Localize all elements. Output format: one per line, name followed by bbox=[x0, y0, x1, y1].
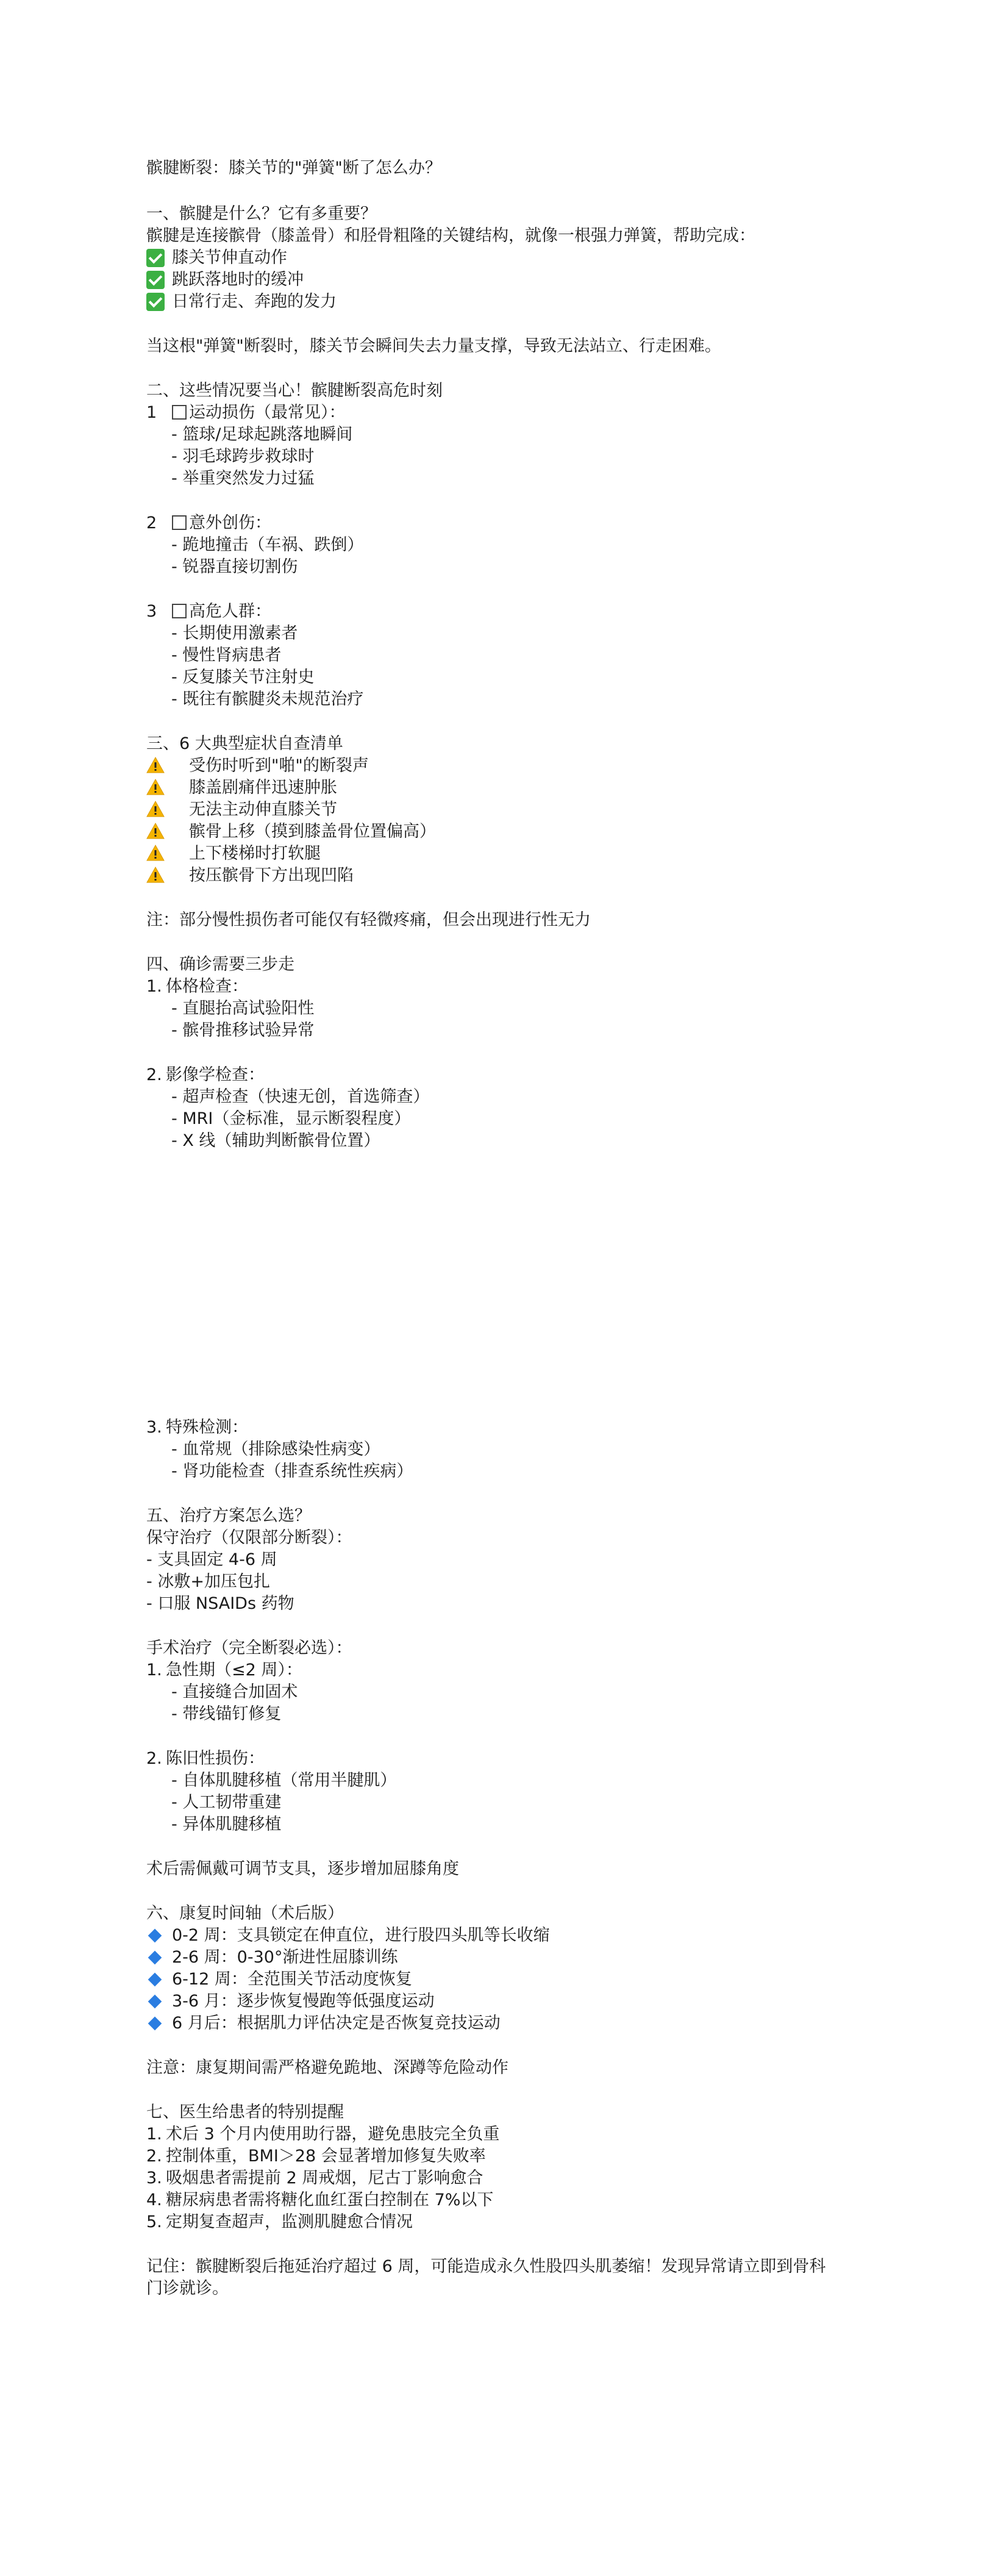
list-item: - MRI（金标准，显示断裂程度） bbox=[171, 1109, 411, 1128]
blue-diamond-icon bbox=[148, 1951, 162, 1965]
list-item: - 异体肌腱移植 bbox=[171, 1815, 282, 1834]
section-6-note: 注意：康复期间需严格避免跪地、深蹲等危险动作 bbox=[146, 2058, 508, 2077]
list-item: - 既往有髌腱炎未规范治疗 bbox=[171, 690, 364, 709]
blue-diamond-icon bbox=[148, 1995, 162, 2009]
section-1-note: 当这根"弹簧"断裂时，膝关节会瞬间失去力量支撑，导致无法站立、行走困难。 bbox=[146, 337, 721, 356]
section-6-heading: 六、康复时间轴（术后版） bbox=[146, 1904, 344, 1923]
blue-diamond-icon bbox=[148, 1973, 162, 1987]
blue-diamond-icon bbox=[148, 2017, 162, 2031]
section-1-intro: 髌腱是连接髌骨（膝盖骨）和胫骨粗隆的关键结构，就像一根强力弹簧，帮助完成： bbox=[146, 226, 755, 245]
section-3-note: 注：部分慢性损伤者可能仅有轻微疼痛，但会出现进行性无力 bbox=[146, 911, 591, 929]
conservative-title: 保守治疗（仅限部分断裂）： bbox=[146, 1528, 352, 1547]
list-item: - 血常规（排除感染性病变） bbox=[171, 1440, 380, 1459]
list-item: - 超声检查（快速无创，首选筛查） bbox=[171, 1087, 430, 1106]
list-item: - 长期使用激素者 bbox=[171, 624, 298, 643]
warning-icon bbox=[146, 800, 165, 818]
list-item: - 羽毛球跨步救球时 bbox=[171, 447, 315, 466]
list-item: - 人工韧带重建 bbox=[171, 1793, 282, 1812]
warning-icon bbox=[146, 866, 165, 884]
section-1-heading: 一、髌腱是什么？它有多重要？ bbox=[146, 204, 377, 223]
blue-diamond-icon bbox=[148, 1929, 162, 1943]
list-item: - 冰敷+加压包扎 bbox=[146, 1572, 270, 1591]
checkbox-icon bbox=[172, 405, 187, 420]
section-3-heading: 三、6 大典型症状自查清单 bbox=[146, 734, 343, 753]
document-title: 髌腱断裂：膝关节的"弹簧"断了怎么办？ bbox=[146, 159, 441, 177]
section-2-heading: 二、这些情况要当心！髌腱断裂高危时刻 bbox=[146, 381, 443, 400]
list-item: - 跪地撞击（车祸、跌倒） bbox=[171, 535, 364, 554]
final-reminder-line-1: 记住：髌腱断裂后拖延治疗超过 6 周，可能造成永久性股四头肌萎缩！发现异常请立即到骨科 bbox=[146, 2257, 826, 2276]
surgery-title: 手术治疗（完全断裂必选）： bbox=[146, 1639, 352, 1658]
final-reminder-line-2: 门诊就诊。 bbox=[146, 2279, 229, 2298]
list-item: - 直腿抬高试验阳性 bbox=[171, 999, 315, 1018]
warning-icon bbox=[146, 822, 165, 840]
list-item: - X 线（辅助判断髌骨位置） bbox=[171, 1131, 380, 1150]
list-item: - 髌骨推移试验异常 bbox=[171, 1021, 315, 1040]
list-item: - 直接缝合加固术 bbox=[171, 1683, 298, 1701]
check-mark-icon bbox=[146, 271, 165, 289]
list-item: - 支具固定 4-6 周 bbox=[146, 1550, 277, 1569]
list-item: - 举重突然发力过猛 bbox=[171, 469, 315, 488]
section-5-heading: 五、治疗方案怎么选？ bbox=[146, 1506, 311, 1525]
checkbox-icon bbox=[172, 515, 187, 530]
list-item: - 篮球/足球起跳落地瞬间 bbox=[171, 425, 353, 444]
warning-icon bbox=[146, 844, 165, 862]
check-mark-icon bbox=[146, 293, 165, 311]
document-page: 髌腱断裂：膝关节的"弹簧"断了怎么办？ 一、髌腱是什么？它有多重要？ 髌腱是连接髌骨（膝盖骨）和胫骨粗隆的关键结构，就像一根强力弹簧，帮助完成： 膝关节伸直动作 跳跃落地时的缓冲 日常行走、奔跑的发力 当这根"弹簧"断裂时，膝关节会瞬间失去力量支撑，导致无法站立、行走困难。 二、这些情况要当心！髌腱断裂高危时刻 1 运动损伤（最常见）： - 篮球/足球起跳落地瞬间 - 羽毛球跨步救球时 - 举重突然发力过猛 2 意外创伤： - 跪地撞击（车祸、跌倒） - 锐器直接切割伤 3 高危人群： - 长期使用激素者 - 慢性肾病患者 - 反复膝关节注射史 - 既往有髌腱炎未规范治疗 三、6 大典型症状自查清单 受伤时听到"啪"的断裂声 膝盖剧痛伴迅速肿胀 无法主动伸直膝关节 髌骨上移（摸到膝盖骨位置偏高） 上下楼梯时打软腿 按压髌骨下方出现凹陷 注：部分慢性损伤者可能仅有轻微疼痛，但会出现进行性无力 四、确诊需要三步走 1. 体格检查： - 直腿抬高试验阳性 - 髌骨推移试验异常 2. 影像学检查： - 超声检查（快速无创，首选筛查） - MRI（金标准，显示断裂程度） - X 线（辅助判断髌骨位置） 3. 特殊检测： - 血常规（排除感染性病变） - 肾功能检查（排查系统性疾病） 五、治疗方案怎么选？ 保守治疗（仅限部分断裂）： - 支具固定 4-6 周 - 冰敷+加压包扎 - 口服 NSAIDs 药物 手术治疗（完全断裂必选）： 1. 急性期（≤2 周）： - 直接缝合加固术 - 带线锚钉修复 2. 陈旧性损伤： - 自体肌腱移植（常用半腱肌） - 人工韧带重建 - 异体肌腱移植 术后需佩戴可调节支具，逐步增加屈膝角度 六、康复时间轴（术后版） 0-2 周：支具锁定在伸直位，进行股四头肌等长收缩 2-6 周：0-30°渐进性屈膝训练 6-12 周：全范围关节活动度恢复 3-6 月：逐步恢复慢跑等低强度运动 6 月后：根据肌力评估决定是否恢复竞技运动 注意：康复期间需严格避免跪地、深蹲等危险动作 七、医生给患者的特别提醒 1. 术后 3 个月内使用助行器，避免患肢完全负重 2. 控制体重，BMI＞28 会显著增加修复失败率 3. 吸烟患者需提前 2 周戒烟，尼古丁影响愈合 4. 糖尿病患者需将糖化血红蛋白控制在 7%以下 5. 定期复查超声，监测肌腱愈合情况 记住：髌腱断裂后拖延治疗超过 6 周，可能造成永久性股四头肌萎缩！发现异常请立即到骨科 门诊就诊。 bbox=[0, 0, 995, 2576]
list-item: - 反复膝关节注射史 bbox=[171, 668, 315, 687]
checkbox-icon bbox=[172, 604, 187, 618]
check-mark-icon bbox=[146, 249, 165, 267]
warning-icon bbox=[146, 756, 165, 775]
list-item: - 锐器直接切割伤 bbox=[171, 557, 298, 576]
list-item: - 带线锚钉修复 bbox=[171, 1705, 282, 1723]
list-item: - 慢性肾病患者 bbox=[171, 646, 282, 665]
warning-icon bbox=[146, 778, 165, 796]
list-item: - 口服 NSAIDs 药物 bbox=[146, 1594, 294, 1613]
list-item: - 肾功能检查（排查系统性疾病） bbox=[171, 1462, 413, 1481]
section-4-heading: 四、确诊需要三步走 bbox=[146, 955, 294, 974]
section-7-heading: 七、医生给患者的特别提醒 bbox=[146, 2103, 344, 2122]
list-item: - 自体肌腱移植（常用半腱肌） bbox=[171, 1771, 397, 1790]
section-5-note: 术后需佩戴可调节支具，逐步增加屈膝角度 bbox=[146, 1859, 459, 1878]
